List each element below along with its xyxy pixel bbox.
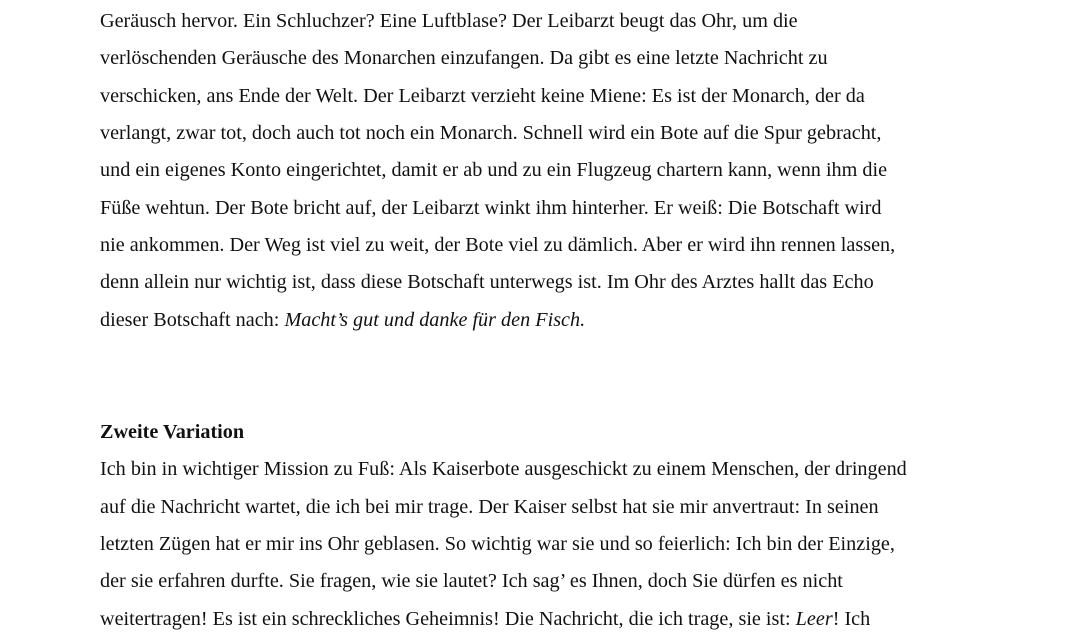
section-heading: Zweite Variation (100, 421, 245, 443)
paragraph-2-line-1: Ich bin in wichtiger Mission zu Fuß: Als Kaiserbote ausgeschickt zu einem Menschen, der dringend (100, 458, 907, 480)
paragraph-1-line-3: verschicken, ans Ende der Welt. Der Leibarzt verzieht keine Miene: Es ist der Monarch, der da (100, 85, 865, 107)
leer-italic: Leer (795, 608, 833, 630)
paragraph-1-line-9 (100, 307, 585, 333)
paragraph-2-line-4: der sie erfahren durfte. Sie fragen, wie sie lautet? Ich sag’ es Ihnen, doch Sie dürfen es nicht (100, 570, 843, 592)
paragraph-1-line-2: verlöschenden Geräusche des Monarchen einzufangen. Da gibt es eine letzte Nachricht zu (100, 47, 828, 69)
paragraph-2-line-3: letzten Zügen hat er mir ins Ohr geblasen. So wichtig war sie und so feierlich: Ich bin der Einzige, (100, 533, 895, 555)
paragraph-2-line-5 (100, 606, 870, 632)
paragraph-1-line-4: verlangt, zwar tot, doch auch tot noch ein Monarch. Schnell wird ein Bote auf die Spur gebracht, (100, 122, 882, 144)
paragraph-2-line-5-text: weitertragen! Es ist ein schreckliches Geheimnis! Die Nachricht, die ich trage, sie ist: (100, 608, 796, 630)
paragraph-1-line-6: Füße wehtun. Der Bote bricht auf, der Leibarzt winkt ihm hinterher. Er weiß: Die Botschaft wird (100, 197, 882, 219)
paragraph-1-line-9-text: dieser Botschaft nach: (100, 309, 285, 331)
closing-quote-italic: Macht’s gut und danke für den Fisch. (284, 309, 586, 331)
paragraph-2-line-5-suffix: ! Ich (832, 608, 871, 630)
paragraph-1-line-8: denn allein nur wichtig ist, dass diese Botschaft unterwegs ist. Im Ohr des Arztes hallt das Echo (100, 271, 874, 293)
paragraph-2-line-2: auf die Nachricht wartet, die ich bei mir trage. Der Kaiser selbst hat sie mir anvertraut: In seinen (100, 496, 879, 518)
paragraph-1-line-1: Geräusch hervor. Ein Schluchzer? Eine Luftblase? Der Leibarzt beugt das Ohr, um die (100, 10, 798, 32)
paragraph-1-line-7: nie ankommen. Der Weg ist viel zu weit, der Bote viel zu dämlich. Aber er wird ihn rennen lassen, (100, 234, 896, 256)
paragraph-1-line-5: und ein eigenes Konto eingerichtet, damit er ab und zu ein Flugzeug chartern kann, wenn ihm die (100, 159, 888, 181)
